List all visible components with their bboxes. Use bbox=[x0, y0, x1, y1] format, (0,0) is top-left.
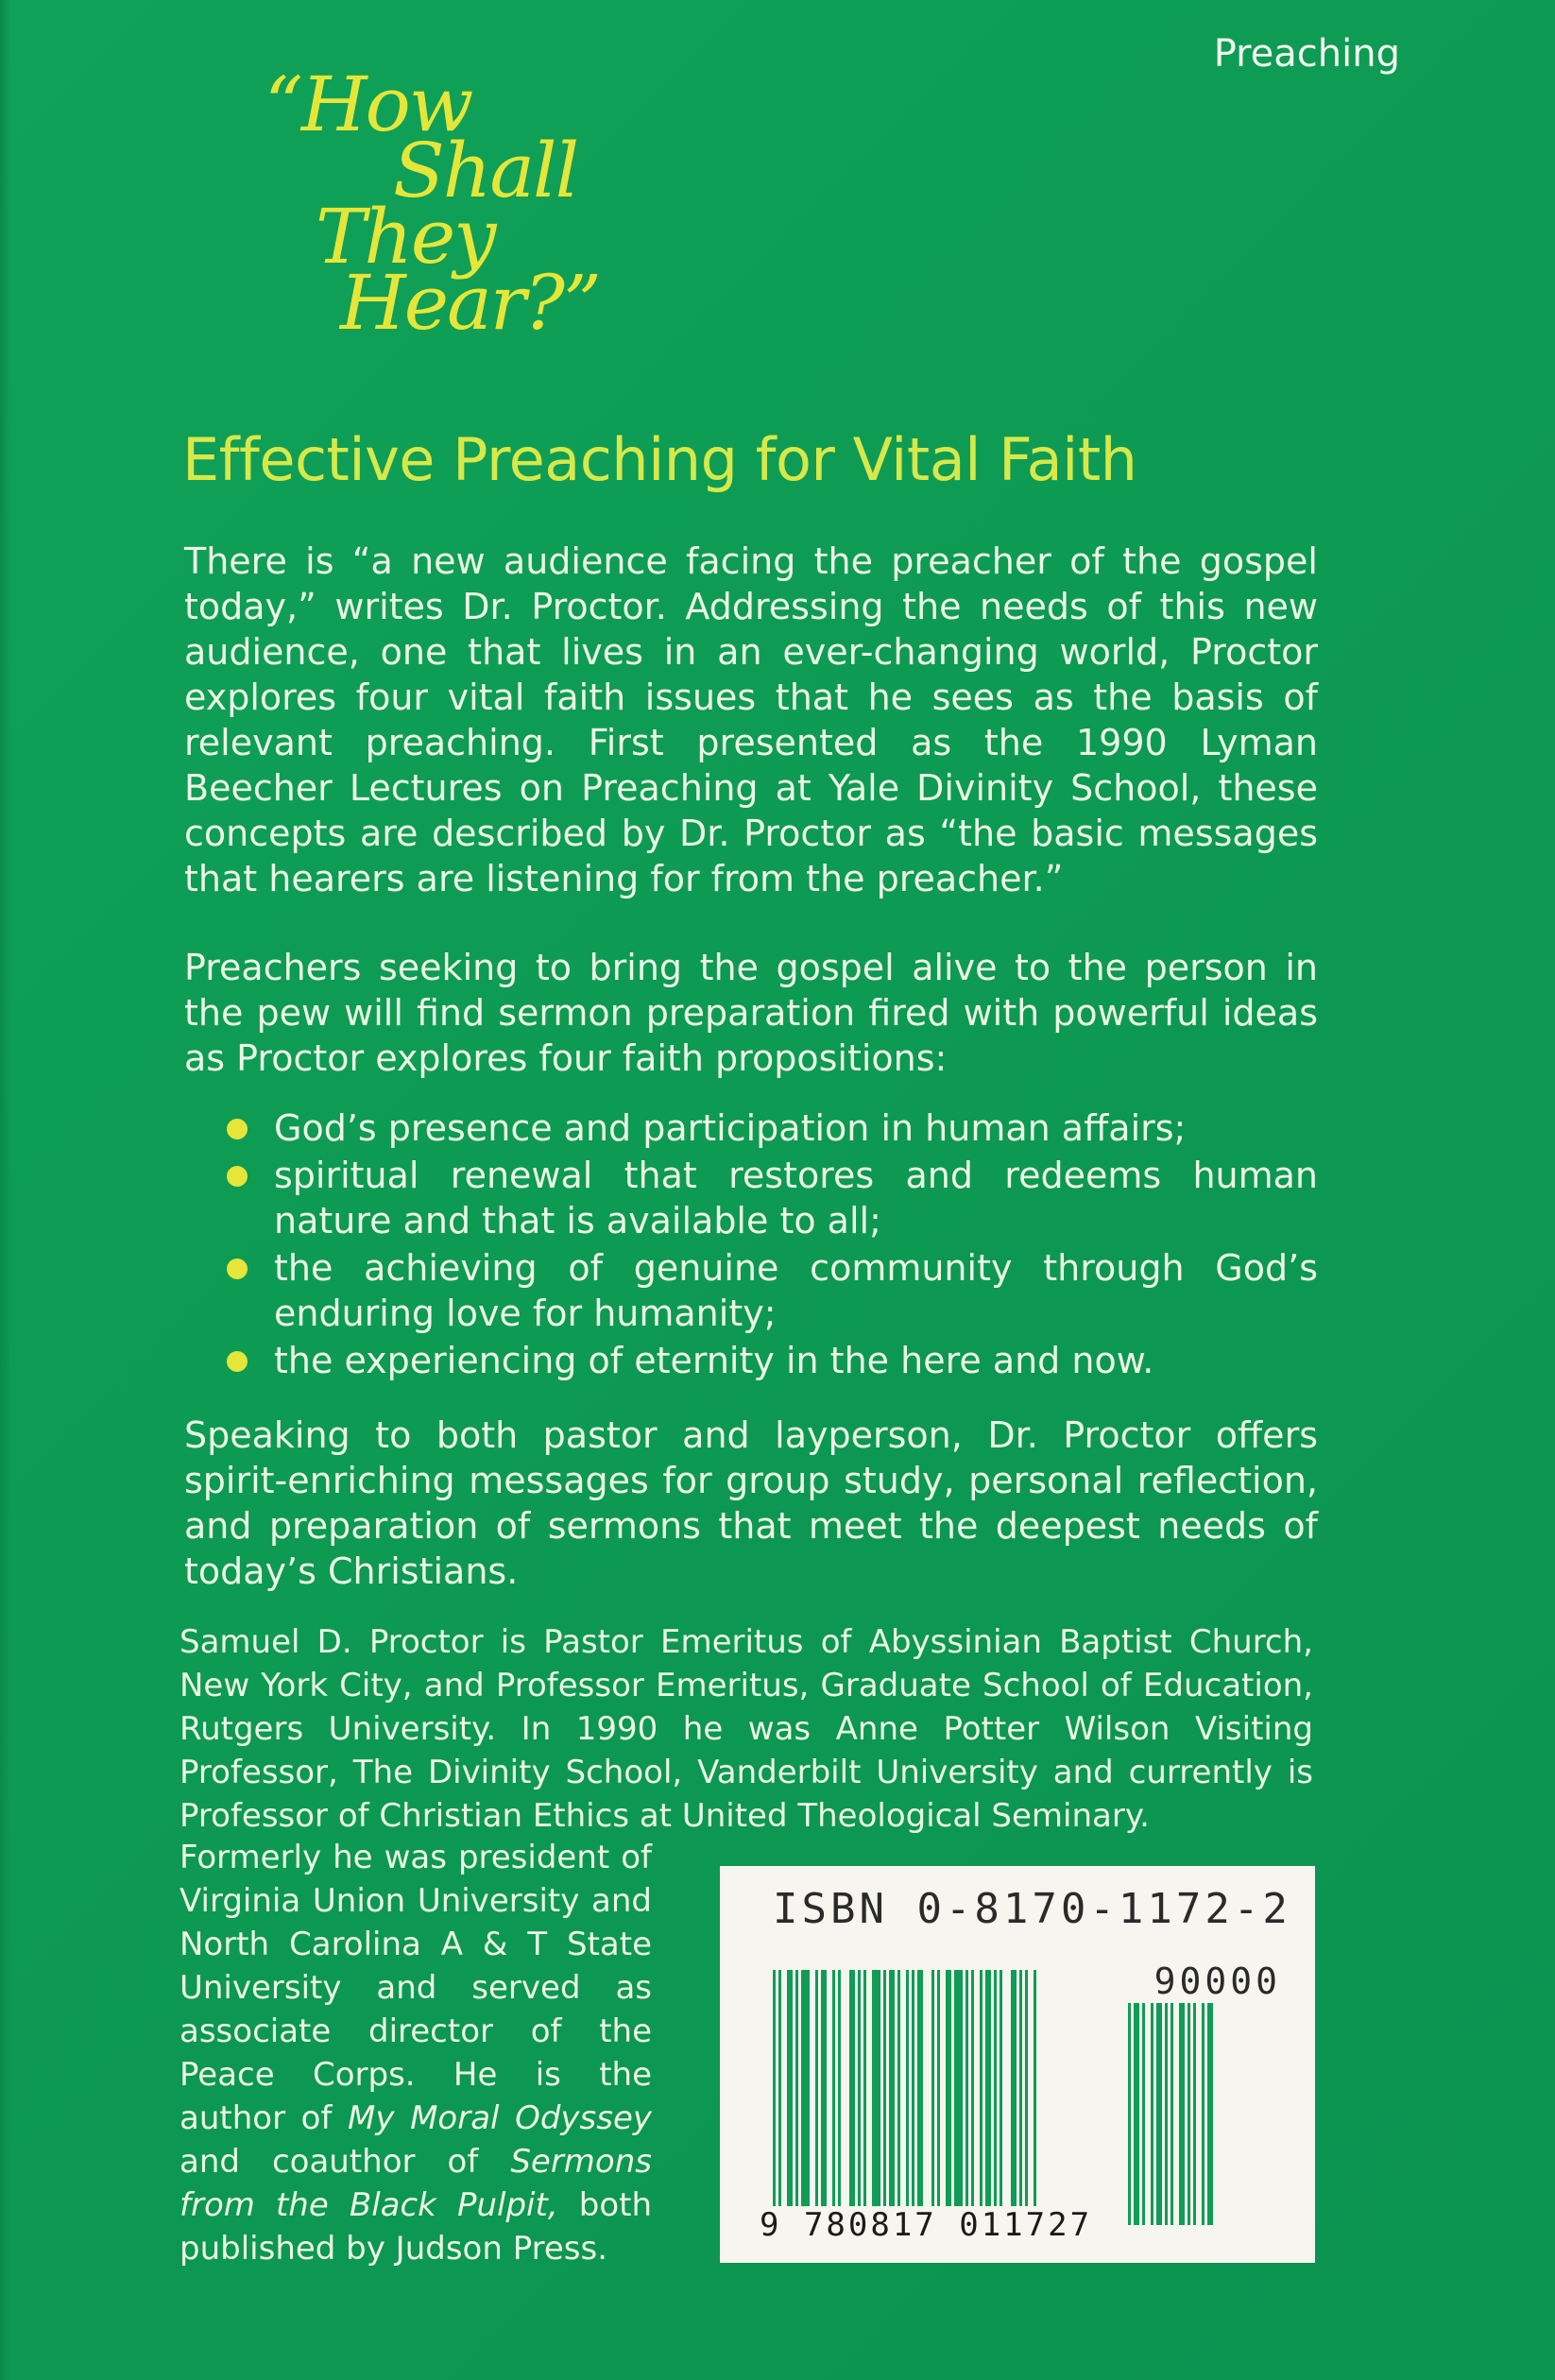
description-paragraph-1: There is “a new audience facing the preacher of the gospel today,” writes Dr. Proctor. Addressing the needs of this new audience, one that lives in an ever-changing world, Proctor explores four vital faith issues that he sees as the basis of relevant preaching. First presented as the 1990 Lyman Beecher Lectures on Preaching at Yale Divinity School, these concepts are described by Dr. Proctor as “the basic messages that hearers are listening for from the preacher.” bbox=[184, 540, 1318, 899]
barcode-panel bbox=[720, 1866, 1315, 2263]
book-subtitle: Effective Preaching for Vital Faith bbox=[182, 425, 1137, 494]
ean-barcode bbox=[773, 1970, 1113, 2225]
barcode-bar bbox=[1002, 1970, 1011, 2225]
barcode-bar bbox=[801, 1970, 810, 2225]
list-item-text: God’s presence and participation in human affairs; bbox=[274, 1107, 1187, 1149]
price-addon-digits: 90000 bbox=[1153, 1961, 1281, 2002]
bio-text-start: Formerly he was president of Virginia Union University and North Carolina A & T State University and served as associate director of the Peace Corps. He is the author of bbox=[179, 1839, 652, 2137]
category-label: Preaching bbox=[1213, 32, 1400, 76]
list-item-text: spiritual renewal that restores and redeems human nature and that is available to all; bbox=[274, 1155, 1318, 1241]
list-item bbox=[227, 1153, 1318, 1243]
title-line-3: They bbox=[316, 193, 495, 281]
list-item-text: the experiencing of eternity in the here and now. bbox=[274, 1340, 1154, 1381]
book-title-1: My Moral Odyssey bbox=[348, 2099, 653, 2137]
barcode-bar bbox=[1213, 2003, 1216, 2225]
list-item bbox=[227, 1105, 1318, 1151]
title-line-2: Shall bbox=[393, 127, 578, 214]
bullet-icon bbox=[227, 1351, 248, 1372]
title-line-1: “How bbox=[265, 60, 472, 148]
bio-text-end: both published by Judson Press. bbox=[179, 2186, 652, 2268]
barcode-bar bbox=[1036, 1970, 1039, 2225]
bullet-icon bbox=[227, 1258, 248, 1279]
bullet-icon bbox=[227, 1166, 248, 1187]
isbn-number: ISBN 0-8170-1172-2 bbox=[773, 1885, 1291, 1933]
list-item bbox=[227, 1245, 1318, 1336]
title-line-4: Hear?” bbox=[340, 259, 600, 347]
barcode-bar bbox=[954, 1970, 963, 2225]
barcode-bar bbox=[872, 1970, 880, 2225]
barcode-bar bbox=[923, 1970, 931, 2225]
barcode-bar bbox=[841, 1970, 849, 2225]
ean-digits: 9 780817 011727 bbox=[760, 2206, 1093, 2244]
book-title bbox=[255, 60, 600, 347]
bullet-icon bbox=[227, 1119, 248, 1139]
faith-propositions-list bbox=[227, 1105, 1318, 1385]
addon-barcode bbox=[1128, 2003, 1289, 2225]
cover-edge-shadow bbox=[0, 0, 11, 2380]
list-item bbox=[227, 1338, 1318, 1383]
book-title-2: Sermons from the Black Pulpit, bbox=[179, 2143, 652, 2224]
description-paragraph-2: Preachers seeking to bring the gospel alive to the person in the pew will find sermon preparation fired with powerful ideas as Proctor explores four faith propositions: bbox=[184, 947, 1318, 1079]
list-item-text: the achieving of genuine community through God’s enduring love for humanity; bbox=[274, 1247, 1318, 1334]
author-bio-continued bbox=[179, 1836, 652, 2270]
author-bio: Samuel D. Proctor is Pastor Emeritus of Abyssinian Baptist Church, New York City, and Professor Emeritus, Graduate School of Education, Rutgers University. In 1990 he was Anne Potter Wilson Visiting Professor, The Divinity School, Vanderbilt University and currently is Professor of Christian Ethics at United Theological Seminary. bbox=[179, 1623, 1313, 1835]
description-paragraph-3: Speaking to both pastor and layperson, Dr. Proctor offers spirit-enriching messages for group study, personal reflection, and preparation of sermons that meet the deepest needs of today’s Christians. bbox=[184, 1414, 1318, 1592]
bio-text-mid: and coauthor of bbox=[179, 2143, 479, 2181]
